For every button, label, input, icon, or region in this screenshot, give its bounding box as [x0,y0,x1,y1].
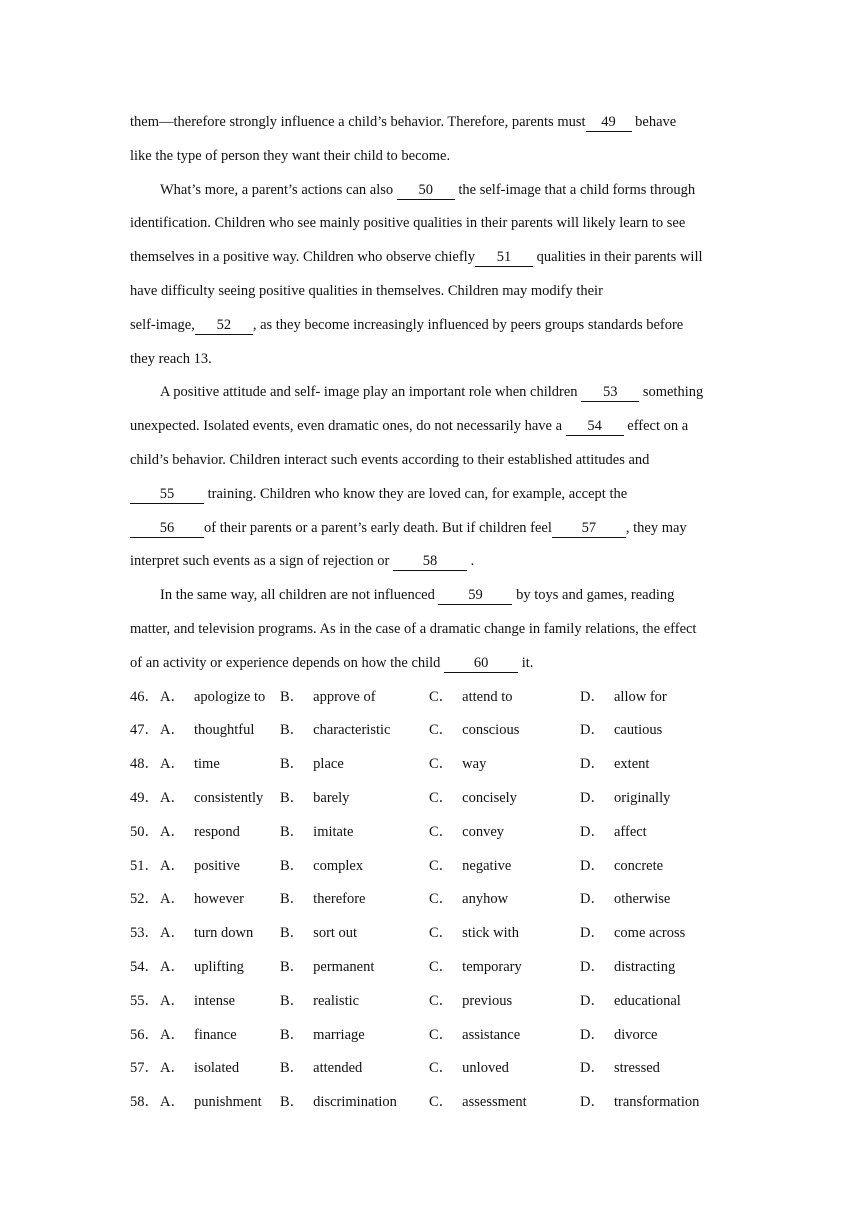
text: training. Children who know they are loved can, for example, accept the [207,485,628,502]
option-label: C． [429,992,454,1009]
option-label: B． [280,688,305,705]
option-label: B． [280,789,305,806]
option-c[interactable] [429,784,517,812]
option-row [130,716,735,750]
option-a[interactable] [160,1021,237,1049]
option-a[interactable] [160,987,235,1015]
question-number: 54． [130,958,159,975]
text: them—therefore strongly influence a child’s behavior. Therefore, parents must [130,114,586,130]
option-label: C． [429,823,454,840]
option-label: D． [580,688,605,705]
option-a[interactable] [160,885,244,913]
blank-59[interactable]: 59 [438,586,512,605]
option-c[interactable] [429,885,508,913]
option-d[interactable] [580,885,670,913]
option-text: unloved [462,1060,509,1077]
option-d[interactable] [580,1021,657,1049]
blank-53[interactable]: 53 [581,383,639,402]
option-label: A． [160,1094,185,1111]
option-c[interactable] [429,716,519,744]
option-d[interactable] [580,953,675,981]
option-label: D． [580,823,605,840]
option-c[interactable] [429,919,519,947]
question-number: 46． [130,688,159,705]
option-label: C． [429,925,454,942]
option-row [130,750,735,784]
text: of their parents or a parent’s early death. But if children feel [204,519,552,536]
text: effect on a [627,418,689,435]
option-d[interactable] [580,852,663,880]
option-text: complex [313,857,364,874]
option-label: D． [580,857,605,874]
option-text: assessment [462,1094,527,1111]
option-b[interactable] [280,919,357,947]
option-row [130,987,735,1021]
passage-line [130,547,735,581]
blank-55[interactable]: 55 [130,485,204,504]
option-row [130,1088,735,1122]
option-row [130,1021,735,1055]
option-label: D． [580,891,605,908]
question-number: 47． [130,722,159,739]
option-text: assistance [462,1026,521,1043]
text: child’s behavior. Children interact such events according to their established attitudes and [130,451,650,468]
option-text: distracting [613,958,676,975]
option-label: D． [580,925,605,942]
option-row [130,852,735,886]
question-number: 52． [130,891,159,908]
passage-line [130,378,735,412]
option-label: B． [280,891,305,908]
question-number: 58． [130,1094,159,1111]
option-label: A． [160,823,185,840]
option-text: discrimination [313,1094,397,1111]
option-text: educational [613,992,681,1009]
option-text: stressed [613,1060,660,1077]
option-text: anyhow [462,891,509,908]
option-text: attended [313,1060,363,1077]
option-text: intense [193,992,236,1009]
text: What’s more, a parent’s actions can also [160,181,394,198]
passage-line [130,480,735,514]
option-label: A． [160,756,185,773]
option-label: B． [280,925,305,942]
option-label: D． [580,1094,605,1111]
option-label: B． [280,958,305,975]
option-a[interactable] [160,750,220,778]
option-label: D． [580,992,605,1009]
option-d[interactable] [580,784,670,812]
option-text: originally [613,789,671,806]
option-label: C． [429,857,454,874]
text: , they may [625,519,687,536]
option-text: characteristic [313,722,391,739]
option-text: allow for [613,688,667,705]
text: themselves in a positive way. Children who observe chiefly [130,249,475,266]
text: of an activity or experience depends on how the child [130,654,441,671]
text: behave [635,114,677,130]
question-number: 50． [130,823,159,840]
passage-line [130,649,735,683]
option-b[interactable] [280,784,349,812]
question-number: 49． [130,789,159,806]
option-d[interactable] [580,750,649,778]
text: interpret such events as a sign of rejection or [130,553,390,570]
option-text: apologize to [193,688,266,705]
option-label: D． [580,722,605,739]
option-text: extent [613,756,650,773]
option-c[interactable] [429,1054,509,1082]
option-b[interactable] [280,750,344,778]
option-label: A． [160,1060,185,1077]
text: like the type of person they want their child to become. [130,147,451,164]
blank-56[interactable]: 56 [130,519,204,538]
option-label: A． [160,1026,185,1043]
option-text: consistently [193,789,264,806]
option-text: transformation [613,1094,700,1111]
text: , as they become increasingly influenced by peers groups standards before [252,316,684,333]
option-label: C． [429,958,454,975]
blank-52[interactable]: 52 [195,316,253,335]
option-text: uplifting [193,958,244,975]
option-row [130,818,735,852]
option-label: C． [429,1060,454,1077]
option-text: way [462,756,487,773]
option-text: turn down [193,925,254,942]
option-text: divorce [613,1026,658,1043]
option-text: previous [462,992,513,1009]
option-text: approve of [313,688,376,705]
option-label: C． [429,1094,454,1111]
option-d[interactable] [580,716,662,744]
option-a[interactable] [160,818,240,846]
option-row [130,784,735,818]
option-text: conscious [462,722,520,739]
option-label: A． [160,958,185,975]
option-b[interactable] [280,683,376,711]
option-text: concrete [613,857,664,874]
option-d[interactable] [580,987,681,1015]
option-a[interactable] [160,716,254,744]
option-b[interactable] [280,1088,397,1116]
option-label: D． [580,789,605,806]
option-label: A． [160,789,185,806]
option-b[interactable] [280,885,366,913]
text: have difficulty seeing positive qualities in themselves. Children may modify their [130,282,603,299]
option-label: A． [160,992,185,1009]
text: self-image, [130,316,195,333]
option-c[interactable] [429,852,511,880]
text: it. [521,654,534,671]
option-text: convey [462,823,505,840]
option-text: imitate [313,823,354,840]
option-label: A． [160,891,185,908]
option-text: temporary [462,958,522,975]
option-a[interactable] [160,953,244,981]
option-c[interactable] [429,750,486,778]
option-text: place [313,756,344,773]
option-b[interactable] [280,987,359,1015]
option-a[interactable] [160,919,253,947]
passage-line [130,446,735,480]
option-label: B． [280,857,305,874]
option-label: C． [429,891,454,908]
option-label: B． [280,823,305,840]
passage-line [130,243,735,277]
text: In the same way, all children are not influenced [160,587,435,604]
blank-58[interactable]: 58 [393,552,467,571]
passage-line [130,345,735,379]
text: qualities in their parents will [536,249,703,266]
passage-line [130,514,735,548]
passage-line [130,277,735,311]
option-d[interactable] [580,919,685,947]
option-text: marriage [313,1026,365,1043]
option-b[interactable] [280,1021,365,1049]
option-c[interactable] [429,1021,520,1049]
question-number: 56． [130,1026,159,1043]
option-a[interactable] [160,1088,262,1116]
option-d[interactable] [580,818,647,846]
option-label: C． [429,789,454,806]
option-d[interactable] [580,683,667,711]
option-label: B． [280,756,305,773]
option-label: B． [280,1060,305,1077]
option-text: cautious [613,722,663,739]
question-number: 57． [130,1060,159,1077]
passage [130,108,735,683]
option-row [130,1054,735,1088]
passage-line [130,412,735,446]
text: something [642,384,704,401]
option-label: B． [280,722,305,739]
option-label: A． [160,722,185,739]
option-text: positive [193,857,240,874]
option-label: B． [280,1026,305,1043]
question-number: 55． [130,992,159,1009]
option-row [130,885,735,919]
option-c[interactable] [429,953,522,981]
option-label: B． [280,1094,305,1111]
option-c[interactable] [429,683,513,711]
blank-54[interactable]: 54 [566,417,624,436]
option-label: B． [280,992,305,1009]
option-b[interactable] [280,818,353,846]
option-b[interactable] [280,852,363,880]
option-a[interactable] [160,1054,239,1082]
option-a[interactable] [160,852,240,880]
option-text: time [193,756,220,773]
option-c[interactable] [429,987,512,1015]
option-d[interactable] [580,1088,699,1116]
passage-line [130,142,735,176]
answer-options [130,683,735,1122]
text: unexpected. Isolated events, even dramatic ones, do not necessarily have a [130,418,563,435]
option-d[interactable] [580,1054,660,1082]
option-text: affect [613,823,647,840]
option-text: negative [462,857,512,874]
blank-51[interactable]: 51 [475,248,533,267]
passage-line [130,176,735,210]
option-a[interactable] [160,784,263,812]
option-label: D． [580,756,605,773]
passage-line [130,581,735,615]
text: matter, and television programs. As in the case of a dramatic change in family relations, the effect [130,620,697,637]
passage-line [130,108,735,142]
option-label: C． [429,756,454,773]
text: the self-image that a child forms through [458,181,696,198]
option-text: thoughtful [193,722,255,739]
text: identification. Children who see mainly positive qualities in their parents will likely learn to see [130,215,686,232]
passage-line [130,311,735,345]
text: A positive attitude and self- image play an important role when children [160,384,578,401]
option-label: A． [160,857,185,874]
option-label: C． [429,688,454,705]
option-a[interactable] [160,683,265,711]
option-label: A． [160,688,185,705]
blank-50[interactable]: 50 [397,181,455,200]
option-b[interactable] [280,716,390,744]
option-text: punishment [193,1094,262,1111]
option-b[interactable] [280,953,374,981]
option-text: therefore [313,891,366,908]
document-page [130,108,735,1122]
option-text: finance [193,1026,237,1043]
option-c[interactable] [429,818,504,846]
option-row [130,683,735,717]
text: . [470,553,475,570]
option-label: A． [160,925,185,942]
option-text: realistic [313,992,360,1009]
question-number: 53． [130,925,159,942]
question-number: 51． [130,857,159,874]
option-text: attend to [462,688,513,705]
option-text: otherwise [613,891,671,908]
option-row [130,953,735,987]
option-label: D． [580,958,605,975]
option-text: however [193,891,244,908]
option-text: isolated [193,1060,240,1077]
option-text: barely [313,789,350,806]
option-label: C． [429,1026,454,1043]
option-c[interactable] [429,1088,527,1116]
option-text: sort out [313,925,358,942]
option-row [130,919,735,953]
passage-line [130,209,735,243]
option-text: respond [193,823,240,840]
option-text: concisely [462,789,517,806]
blank-57[interactable]: 57 [552,519,626,538]
text: by toys and games, reading [516,587,675,604]
text: they reach 13. [130,350,212,367]
passage-line [130,615,735,649]
option-b[interactable] [280,1054,362,1082]
option-text: come across [613,925,686,942]
option-label: D． [580,1026,605,1043]
blank-60[interactable]: 60 [444,654,518,673]
blank-49[interactable]: 49 [586,113,632,132]
option-label: C． [429,722,454,739]
option-text: stick with [462,925,519,942]
option-text: permanent [313,958,375,975]
option-label: D． [580,1060,605,1077]
question-number: 48． [130,756,159,773]
